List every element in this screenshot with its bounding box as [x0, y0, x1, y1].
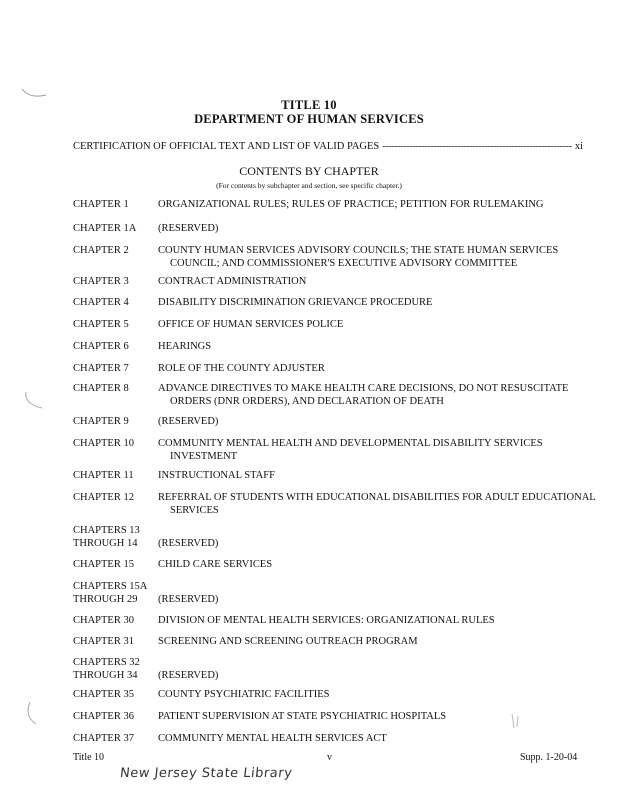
- chapter-description-line: OFFICE OF HUMAN SERVICES POLICE: [158, 319, 344, 330]
- chapter-description-line: COUNTY HUMAN SERVICES ADVISORY COUNCILS; THE STATE HUMAN SERVICES: [158, 245, 559, 256]
- chapter-label-line: THROUGH 34: [73, 670, 138, 681]
- chapter-label: [73, 437, 158, 450]
- certification-line: [73, 141, 583, 152]
- chapter-label-line: CHAPTER 1: [73, 199, 129, 210]
- chapter-label-line: CHAPTER 12: [73, 492, 134, 503]
- chapter-description: [158, 580, 598, 606]
- chapter-description: [158, 318, 598, 331]
- chapter-label: [73, 732, 158, 745]
- chapter-description-line: COUNTY PSYCHIATRIC FACILITIES: [158, 689, 330, 700]
- chapter-label-line: CHAPTER 30: [73, 615, 134, 626]
- chapter-description: [158, 635, 598, 648]
- chapter-label: [73, 710, 158, 723]
- chapter-label: [73, 558, 158, 571]
- chapter-label-line: CHAPTER 3: [73, 276, 129, 287]
- chapter-label-line: CHAPTER 1A: [73, 223, 137, 234]
- chapter-description: [158, 688, 598, 701]
- chapter-description-line: ROLE OF THE COUNTY ADJUSTER: [158, 363, 325, 374]
- chapter-description-line: (RESERVED): [158, 538, 219, 549]
- chapter-label: [73, 198, 158, 211]
- chapter-description: [158, 614, 598, 627]
- chapter-description-line: [158, 580, 598, 593]
- chapter-label-line: CHAPTER 11: [73, 470, 134, 481]
- library-stamp: New Jersey State Library: [119, 766, 294, 781]
- chapter-description: [158, 244, 598, 270]
- chapter-label: [73, 524, 158, 550]
- scan-mark-mid-left: [22, 390, 52, 415]
- certification-page: xi: [574, 141, 583, 152]
- chapter-label-line: CHAPTER 8: [73, 383, 129, 394]
- chapter-description-line: [158, 656, 598, 669]
- chapter-description: [158, 469, 598, 482]
- chapter-description: [158, 340, 598, 353]
- chapter-description: [158, 524, 598, 550]
- chapter-description-line: ORGANIZATIONAL RULES; RULES OF PRACTICE; PETITION FOR RULEMAKING: [158, 199, 544, 210]
- chapter-description: [158, 732, 598, 745]
- chapter-label: [73, 580, 158, 606]
- chapter-description: [158, 710, 598, 723]
- footer-supplement-date: Supp. 1-20-04: [520, 752, 578, 763]
- chapter-label: [73, 614, 158, 627]
- chapter-description-line: COMMUNITY MENTAL HEALTH AND DEVELOPMENTAL DISABILITY SERVICES: [158, 438, 543, 449]
- chapter-description: [158, 415, 598, 428]
- chapter-description: [158, 362, 598, 375]
- contents-heading: CONTENTS BY CHAPTER: [239, 164, 379, 178]
- chapter-label-line: CHAPTER 10: [73, 438, 134, 449]
- chapter-label: [73, 469, 158, 482]
- chapter-description-line: HEARINGS: [158, 341, 212, 352]
- page-title-line2: DEPARTMENT OF HUMAN SERVICES: [194, 112, 424, 126]
- chapter-label-line: THROUGH 14: [73, 538, 138, 549]
- chapter-label: [73, 340, 158, 353]
- chapter-label: [73, 635, 158, 648]
- chapter-label-line: CHAPTER 35: [73, 689, 134, 700]
- chapter-label-line: CHAPTER 7: [73, 363, 129, 374]
- chapter-label-line: CHAPTERS 32: [73, 657, 140, 668]
- chapter-description-line: PATIENT SUPERVISION AT STATE PSYCHIATRIC HOSPITALS: [158, 711, 447, 722]
- chapter-label-line: CHAPTER 5: [73, 319, 129, 330]
- chapter-description: [158, 275, 598, 288]
- chapter-description: [158, 437, 598, 463]
- chapter-description-line: [158, 524, 598, 537]
- chapter-label: [73, 415, 158, 428]
- chapter-label-line: CHAPTER 15: [73, 559, 134, 570]
- chapter-description-line: SCREENING AND SCREENING OUTREACH PROGRAM: [158, 636, 418, 647]
- chapter-label-line: CHAPTER 31: [73, 636, 134, 647]
- chapter-label-line: CHAPTER 4: [73, 297, 129, 308]
- page-title-line1: TITLE 10: [281, 98, 337, 112]
- chapter-description-line: DIVISION OF MENTAL HEALTH SERVICES: ORGANIZATIONAL RULES: [158, 615, 495, 626]
- chapter-description-line: (RESERVED): [158, 416, 219, 427]
- chapter-description: [158, 491, 598, 517]
- chapter-description: [158, 222, 598, 235]
- chapter-label: [73, 491, 158, 504]
- leader-dots: [382, 141, 572, 152]
- chapter-description: [158, 558, 598, 571]
- footer-page-number: v: [327, 752, 332, 763]
- chapter-description-line: CHILD CARE SERVICES: [158, 559, 273, 570]
- chapter-label: [73, 362, 158, 375]
- contents-note: (For contents by subchapter and section, see specific chapter.): [216, 181, 402, 190]
- chapter-description-line: INSTRUCTIONAL STAFF: [158, 470, 275, 481]
- chapter-description-line: COMMUNITY MENTAL HEALTH SERVICES ACT: [158, 733, 387, 744]
- chapter-label: [73, 382, 158, 395]
- chapter-description-line: (RESERVED): [158, 594, 219, 605]
- chapter-label: [73, 318, 158, 331]
- certification-text: CERTIFICATION OF OFFICIAL TEXT AND LIST OF VALID PAGES: [73, 141, 380, 152]
- chapter-label-line: CHAPTER 36: [73, 711, 134, 722]
- chapter-label: [73, 222, 158, 235]
- chapter-label: [73, 244, 158, 257]
- chapter-description: [158, 198, 598, 211]
- chapter-description-line: ORDERS (DNR ORDERS), AND DECLARATION OF DEATH: [170, 396, 444, 407]
- chapter-description: [158, 382, 598, 408]
- chapter-description-line: INVESTMENT: [170, 451, 238, 462]
- scan-mark-bottom-left: [22, 700, 52, 730]
- footer-title: Title 10: [73, 752, 105, 763]
- chapter-description-line: SERVICES: [170, 505, 219, 516]
- chapter-description-line: DISABILITY DISCRIMINATION GRIEVANCE PROCEDURE: [158, 297, 433, 308]
- chapter-label: [73, 688, 158, 701]
- chapter-description-line: COUNCIL; AND COMMISSIONER'S EXECUTIVE ADVISORY COMMITTEE: [170, 258, 518, 269]
- chapter-label: [73, 275, 158, 288]
- chapter-description-line: (RESERVED): [158, 670, 219, 681]
- chapter-label: [73, 656, 158, 682]
- chapter-label-line: CHAPTER 37: [73, 733, 134, 744]
- chapter-description-line: (RESERVED): [158, 223, 219, 234]
- chapter-label-line: CHAPTER 9: [73, 416, 129, 427]
- chapter-description: [158, 656, 598, 682]
- chapter-label-line: THROUGH 29: [73, 594, 138, 605]
- chapter-label-line: CHAPTER 2: [73, 245, 129, 256]
- chapter-description-line: ADVANCE DIRECTIVES TO MAKE HEALTH CARE DECISIONS, DO NOT RESUSCITATE: [158, 383, 569, 394]
- chapter-description-line: CONTRACT ADMINISTRATION: [158, 276, 307, 287]
- chapter-label-line: CHAPTERS 13: [73, 525, 140, 536]
- chapter-description: [158, 296, 598, 309]
- chapter-label-line: CHAPTER 6: [73, 341, 129, 352]
- chapter-label: [73, 296, 158, 309]
- chapter-label-line: CHAPTERS 15A: [73, 581, 148, 592]
- chapter-description-line: REFERRAL OF STUDENTS WITH EDUCATIONAL DISABILITIES FOR ADULT EDUCATIONAL: [158, 492, 596, 503]
